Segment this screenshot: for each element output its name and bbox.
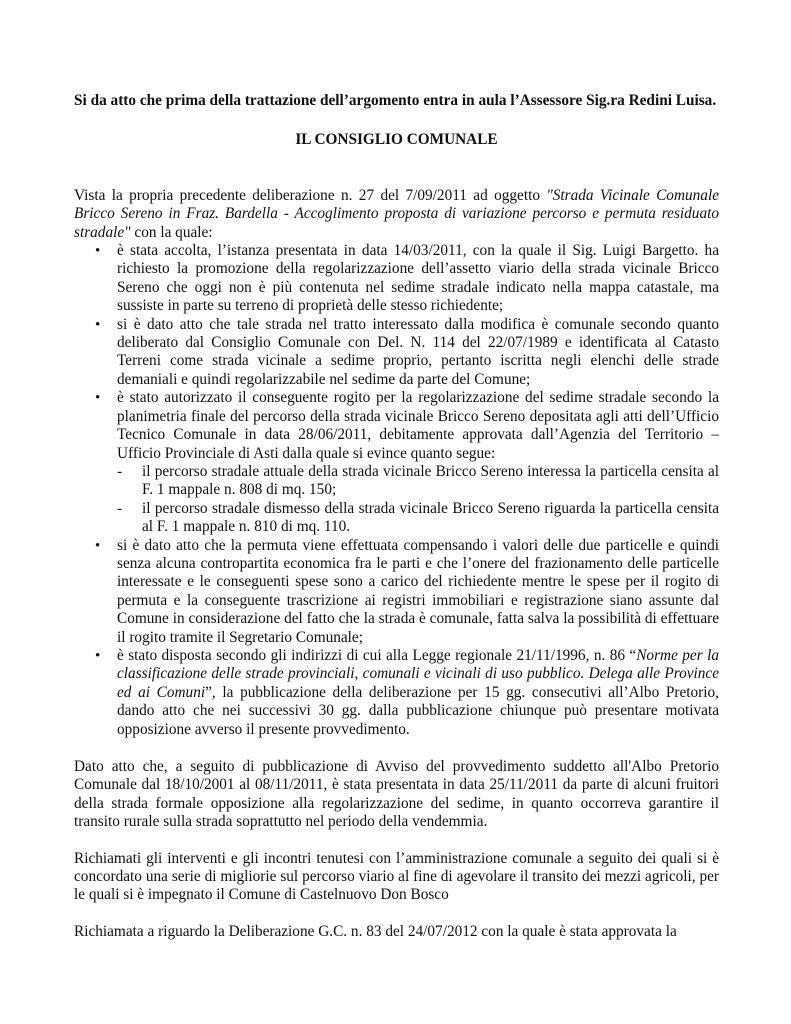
bullet-text: è stata accolta, l’istanza presentata in data 14/03/2011, con la quale il Sig. Luigi Bargetto. ha richiesto la promozione della regolarizzazione dell’assetto viario della strada vicinale Bricco Sereno che oggi non è più contenuta nel sedime stradale indicato nella mappa catastale, ma sussiste in parte su terreno di proprietà delle stesso richiedente; <box>117 242 719 315</box>
dash-marker: - <box>117 462 123 480</box>
paragraph-richiamati: Richiamati gli interventi e gli incontri tenutesi con l’amministrazione comunale a seguito dei quali si è concordato una serie di migliorie sul percorso viario al fine di agevolare il transito dei mezzi agricoli, per le quali si è impegnato il Comune di Castelnuovo Don Bosco <box>74 849 719 904</box>
bullet-text: si è dato atto che la permuta viene effettuata compensando i valori delle due particelle e quindi senza alcuna contropartita economica fra le parti e che l’onere del frazionamento delle particelle interessate e le conseguenti spese sono a carico del richiedente mentre le spese per il rogito di permuta e la conseguente trascrizione ai registri immobiliari e registrazione siano assunte dal Comune in considerazione del fatto che la strada è comunale, fatta salva la possibilità di effettuare il rogito tramite il Segretario Comunale; <box>117 536 719 646</box>
bullet-item <box>74 537 719 647</box>
dash-list <box>117 463 719 537</box>
dash-item <box>117 463 719 500</box>
bullet-item <box>74 389 719 536</box>
bullet-marker: • <box>95 647 101 664</box>
bullet-marker: • <box>95 243 101 260</box>
intro-statement: Si da atto che prima della trattazione dell’argomento entra in aula l’Assessore Sig.ra Redini Luisa. <box>74 92 717 109</box>
dash-text: il percorso stradale dismesso della strada vicinale Bricco Sereno riguarda la particella censita al F. 1 mappale n. 810 di mq. 110. <box>142 499 719 536</box>
bullet-text-part: è stato disposta secondo gli indirizzi di cui alla Legge regionale 21/11/1996, n. 86 “ <box>117 646 637 664</box>
bullet-list <box>74 242 719 739</box>
bullet-marker: • <box>95 316 101 333</box>
bullet-item <box>74 647 719 739</box>
paragraph-vista-tail: con la quale: <box>130 223 213 241</box>
bullet-item <box>74 316 719 390</box>
bullet-text-part: ”, la pubblicazione della deliberazione per 15 gg. consecutivi all’Albo Pretorio, dando atto che nei successivi 30 gg. dalla pubblicazione chiunque può presentare motivata opposizione avverso il presente provvedimento. <box>117 683 719 738</box>
deliberation-subject: "Strada Vicinale Comunale Bricco Sereno in Fraz. Bardella - Accoglimento proposta di variazione percorso e permuta residuato stradale" <box>74 186 719 241</box>
dash-text: il percorso stradale attuale della strada vicinale Bricco Sereno interessa la particella censita al F. 1 mappale n. 808 di mq. 150; <box>142 462 719 499</box>
bullet-text: è stato autorizzato il conseguente rogito per la regolarizzazione del sedime stradale secondo la planimetria finale del percorso della strada vicinale Bricco Sereno depositata agli atti dell’Ufficio Tecnico Comunale in data 28/06/2011, debitamente approvata dall’Agenzia del Territorio – Ufficio Provinciale di Asti dalla quale si evince quanto segue: <box>117 389 719 462</box>
paragraph-richiamata: Richiamata a riguardo la Deliberazione G.C. n. 83 del 24/07/2012 con la quale è stata approvata la <box>74 922 677 940</box>
section-heading: IL CONSIGLIO COMUNALE <box>295 131 498 149</box>
bullet-text: si è dato atto che tale strada nel tratto interessato dalla modifica è comunale secondo quanto deliberato dal Consiglio Comunale con Del. N. 114 del 22/07/1989 e identificata al Catasto Terreni come strada vicinale a sedime proprio, pertanto iscritta negli elenchi delle strade demaniali e quindi regolarizzabile nel sedime da parte del Comune; <box>117 315 719 388</box>
law-title: Norme per la classificazione delle strade provinciali, comunali e vicinali di uso pubblico. Delega alle Province ed ai Comuni <box>117 646 719 701</box>
dash-item <box>117 500 719 537</box>
paragraph-vista-text: Vista la propria precedente deliberazione n. 27 del 7/09/2011 ad oggetto <box>74 186 547 204</box>
paragraph-vista <box>74 187 719 242</box>
bullet-item <box>74 242 719 316</box>
bullet-text <box>117 647 719 738</box>
dash-marker: - <box>117 499 123 517</box>
paragraph-dato-atto: Dato atto che, a seguito di pubblicazione di Avviso del provvedimento suddetto all'Albo Pretorio Comunale dal 18/10/2001 al 08/11/2011, è stata presentata in data 25/11/2011 da parte di alcuni fruitori della strada formale opposizione alla regolarizzazione del sedime, in quanto occorreva garantire il transito rurale sulla strada soprattutto nel periodo della vendemmia. <box>74 758 719 831</box>
bullet-marker: • <box>95 390 101 407</box>
bullet-marker: • <box>95 537 101 554</box>
document-page <box>74 92 719 941</box>
